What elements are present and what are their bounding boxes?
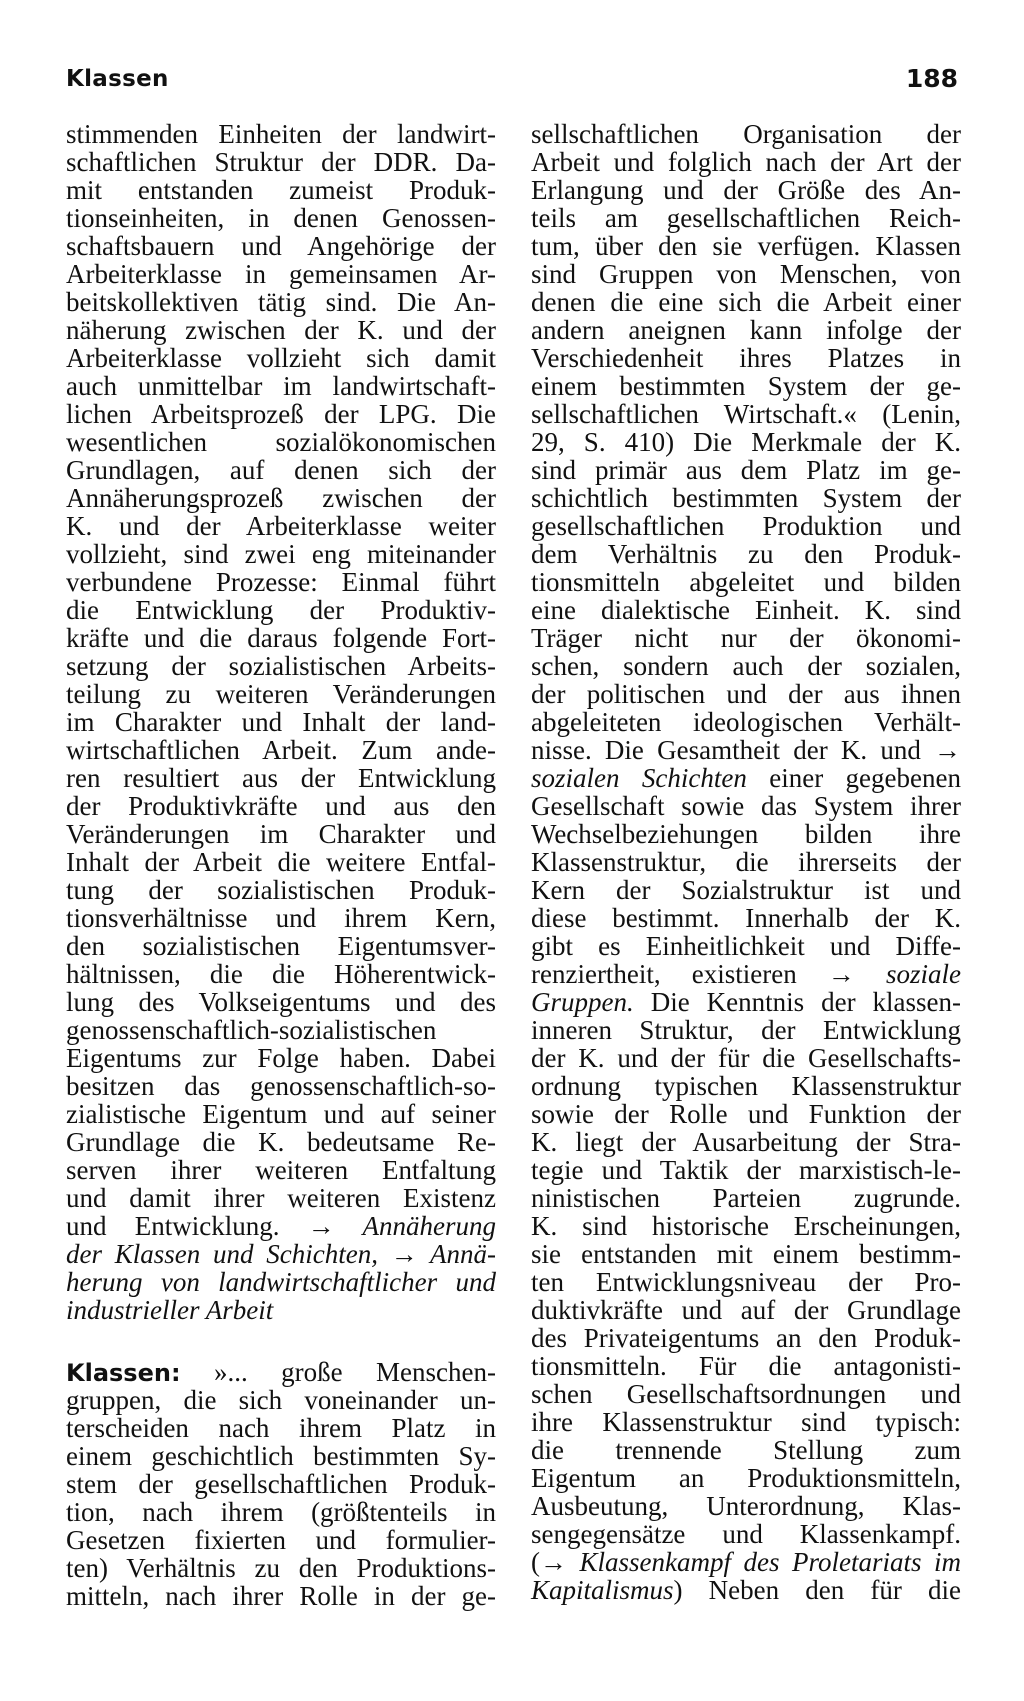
text-line: schen Gesellschaftsordnungen und <box>531 1379 961 1409</box>
text-line: sind primär aus dem Platz im ge- <box>531 455 961 485</box>
text-line: ninistischen Parteien zugrunde. <box>531 1183 961 1213</box>
text-line: sind Gruppen von Menschen, von <box>531 259 961 289</box>
text-line: der K. und der für die Gesellschafts- <box>531 1043 961 1073</box>
text-line: schaftlichen Struktur der DDR. Da- <box>66 147 496 177</box>
text-line: gibt es Einheitlichkeit und Diffe- <box>531 931 961 961</box>
text-line: serven ihrer weiteren Entfaltung <box>66 1155 496 1185</box>
text-line: Verschiedenheit ihres Platzes in <box>531 343 961 373</box>
text-line: eine dialektische Einheit. K. sind <box>531 595 961 625</box>
text-line: sellschaftlichen Organisation der <box>531 119 961 149</box>
text-line: setzung der sozialistischen Arbeits- <box>66 651 496 681</box>
text-line: vollzieht, sind zwei eng miteinander <box>66 539 496 569</box>
text-line: Klassenstruktur, die ihrerseits der <box>531 847 961 877</box>
text-line: ten Entwicklungsniveau der Pro- <box>531 1267 961 1297</box>
text-line: verbundene Prozesse: Einmal führt <box>66 567 496 597</box>
text-line: kräfte und die daraus folgende Fort- <box>66 623 496 653</box>
text-line: Träger nicht nur der ökonomi- <box>531 623 961 653</box>
right-column-text-block <box>531 120 961 736</box>
text-line: Wechselbeziehungen bilden ihre <box>531 819 961 849</box>
text-line: terscheiden nach ihrem Platz in <box>66 1413 496 1443</box>
text-line: tion, nach ihrem (größtenteils in <box>66 1497 496 1527</box>
text-line: Arbeit und folglich nach der Art der <box>531 147 961 177</box>
text-line: hältnissen, die die Höherentwick- <box>66 959 496 989</box>
text-line: Erlangung und der Größe des An- <box>531 175 961 205</box>
text-line: die trennende Stellung zum <box>531 1435 961 1465</box>
text-line: lung des Volkseigentums und des <box>66 987 496 1017</box>
text-line: den sozialistischen Eigentumsver- <box>66 931 496 961</box>
cross-reference-link[interactable]: Kapitalismus <box>531 1575 674 1605</box>
text-line: Ausbeutung, Unterordnung, Klas- <box>531 1491 961 1521</box>
text-line: duktivkräfte und auf der Grundlage <box>531 1295 961 1325</box>
text-line: im Charakter und Inhalt der land- <box>66 707 496 737</box>
cross-reference-link[interactable]: soziale <box>854 959 961 989</box>
arrow-icon: → <box>934 735 961 765</box>
entry-headword: Klassen: <box>66 1359 181 1387</box>
right-column-text-block <box>531 792 961 960</box>
entry-headword-line: Klassen: »... große Menschen- <box>66 1357 496 1387</box>
cross-reference-link[interactable]: industrieller Arbeit <box>66 1295 274 1325</box>
text-line: Gruppen. Die Kenntnis der klassen- <box>531 987 961 1017</box>
text-line: denen die eine sich die Arbeit einer <box>531 287 961 317</box>
cross-reference-link[interactable]: Annäherung <box>334 1211 497 1241</box>
text-line: Gesellschaft sowie das System ihrer <box>531 791 961 821</box>
text-line: des Privateigentums an den Produk- <box>531 1323 961 1353</box>
text-line: 29, S. 410) Die Merkmale der K. <box>531 427 961 457</box>
text-line: mitteln, nach ihrer Rolle in der ge- <box>66 1581 496 1611</box>
text-line: schichtlich bestimmten System der <box>531 483 961 513</box>
text-line: Gesetzen fixierten und formulier- <box>66 1525 496 1555</box>
text-line: zialistische Eigentum und auf seiner <box>66 1099 496 1129</box>
cross-reference-link[interactable]: herung von landwirtschaftlicher und <box>66 1267 496 1297</box>
running-head: Klassen <box>66 66 169 92</box>
arrow-icon: → <box>540 1547 567 1577</box>
text-line: diese bestimmt. Innerhalb der K. <box>531 903 961 933</box>
text-line: nisse. Die Gesamtheit der K. und → <box>531 735 961 765</box>
text-line: gesellschaftlichen Produktion und <box>531 511 961 541</box>
text-line: dem Verhältnis zu den Produk- <box>531 539 961 569</box>
page-number: 188 <box>905 64 958 93</box>
text-line: sozialen Schichten einer gegebenen <box>531 763 961 793</box>
text-line: gruppen, die sich voneinander un- <box>66 1385 496 1415</box>
text-line: sellschaftlichen Wirtschaft.« (Lenin, <box>531 399 961 429</box>
text-line: K. und der Arbeiterklasse weiter <box>66 511 496 541</box>
text-line: (→ Klassenkampf des Proletariats im <box>531 1547 961 1577</box>
text-line <box>66 1296 496 1324</box>
cross-reference-link[interactable]: sozialen Schichten <box>531 763 747 793</box>
text-line: K. sind historische Erscheinungen, <box>531 1211 961 1241</box>
text-line: wesentlichen sozialökonomischen <box>66 427 496 457</box>
text-line: lichen Arbeitsprozeß der LPG. Die <box>66 399 496 429</box>
cross-reference-link[interactable]: Klassenkampf des Proletariats im <box>567 1547 961 1577</box>
text-line: Kern der Sozialstruktur ist und <box>531 875 961 905</box>
text-line: Arbeiterklasse in gemeinsamen Ar- <box>66 259 496 289</box>
text-line: Inhalt der Arbeit die weitere Entfal- <box>66 847 496 877</box>
arrow-icon: → <box>390 1239 418 1269</box>
text-line: teils am gesellschaftlichen Reich- <box>531 203 961 233</box>
text-line: Veränderungen im Charakter und <box>66 819 496 849</box>
text-line: tionseinheiten, in denen Genossen- <box>66 203 496 233</box>
right-column <box>531 120 961 1604</box>
text-line: stimmenden Einheiten der landwirt- <box>66 119 496 149</box>
text-line: Kapitalismus) Neben den für die <box>531 1575 961 1605</box>
text-line: teilung zu weiteren Veränderungen <box>66 679 496 709</box>
text-line: tionsmitteln abgeleitet und bilden <box>531 567 961 597</box>
entry-separator <box>66 1324 496 1358</box>
text-line: die Entwicklung der Produktiv- <box>66 595 496 625</box>
text-line: andern aneignen kann infolge der <box>531 315 961 345</box>
left-column <box>66 120 496 1610</box>
text-line: ren resultiert aus der Entwicklung <box>66 763 496 793</box>
text-line: K. liegt der Ausarbeitung der Stra- <box>531 1127 961 1157</box>
text-line: stem der gesellschaftlichen Produk- <box>66 1469 496 1499</box>
text-line: tung der sozialistischen Produk- <box>66 875 496 905</box>
text-line: besitzen das genossenschaftlich-so- <box>66 1071 496 1101</box>
text-line: tegie und Taktik der marxistisch-le- <box>531 1155 961 1185</box>
arrow-icon: → <box>307 1211 335 1241</box>
text-line: sie entstanden mit einem bestimm- <box>531 1239 961 1269</box>
text-line: tionsverhältnisse und ihrem Kern, <box>66 903 496 933</box>
text-line: einem geschichtlich bestimmten Sy- <box>66 1441 496 1471</box>
text-line: tionsmitteln. Für die antagonisti- <box>531 1351 961 1381</box>
text-line: ten) Verhältnis zu den Produktions- <box>66 1553 496 1583</box>
text-line: renziertheit, existieren → soziale <box>531 959 961 989</box>
text-line: schaftsbauern und Angehörige der <box>66 231 496 261</box>
text-line: mit entstanden zumeist Produk- <box>66 175 496 205</box>
text-line: sengegensätze und Klassenkampf. <box>531 1519 961 1549</box>
text-line: schen, sondern auch der sozialen, <box>531 651 961 681</box>
left-column-text-block <box>66 120 496 1212</box>
text-line: Grundlagen, auf denen sich der <box>66 455 496 485</box>
text-line: sowie der Rolle und Funktion der <box>531 1099 961 1129</box>
text-line: beitskollektiven tätig sind. Die An- <box>66 287 496 317</box>
text-line: Grundlage die K. bedeutsame Re- <box>66 1127 496 1157</box>
text-line: inneren Struktur, der Entwicklung <box>531 1015 961 1045</box>
text-line: einem bestimmten System der ge- <box>531 371 961 401</box>
text-line: näherung zwischen der K. und der <box>66 315 496 345</box>
text-line: ihre Klassenstruktur sind typisch: <box>531 1407 961 1437</box>
text-line: Arbeiterklasse vollzieht sich damit <box>66 343 496 373</box>
arrow-icon: → <box>827 959 855 989</box>
text-line: auch unmittelbar im landwirtschaft- <box>66 371 496 401</box>
cross-reference-link[interactable]: Gruppen. <box>531 987 634 1017</box>
text-line <box>66 1268 496 1296</box>
text-line: und Entwicklung. → Annäherung <box>66 1211 497 1241</box>
right-column-text-block <box>531 1016 961 1548</box>
cross-reference-link[interactable]: Annä- <box>417 1239 496 1269</box>
text-line: der politischen und der aus ihnen <box>531 679 961 709</box>
text-line: Eigentums zur Folge haben. Dabei <box>66 1043 496 1073</box>
text-line: und damit ihrer weiteren Existenz <box>66 1183 496 1213</box>
cross-reference-link[interactable]: der Klassen und Schichten, <box>66 1239 391 1269</box>
text-line: Annäherungsprozeß zwischen der <box>66 483 496 513</box>
text-line: genossenschaftlich-sozialistischen <box>66 1015 437 1045</box>
text-line: Eigentum an Produktionsmitteln, <box>531 1463 961 1493</box>
text-line: wirtschaftlichen Arbeit. Zum ande- <box>66 735 496 765</box>
text-line <box>66 1240 496 1268</box>
text-line: abgeleiteten ideologischen Verhält- <box>531 707 961 737</box>
text-line: der Produktivkräfte und aus den <box>66 791 496 821</box>
left-column-text-block <box>66 1386 496 1610</box>
text-line: ordnung typischen Klassenstruktur <box>531 1071 961 1101</box>
text-line: tum, über den sie verfügen. Klassen <box>531 231 961 261</box>
